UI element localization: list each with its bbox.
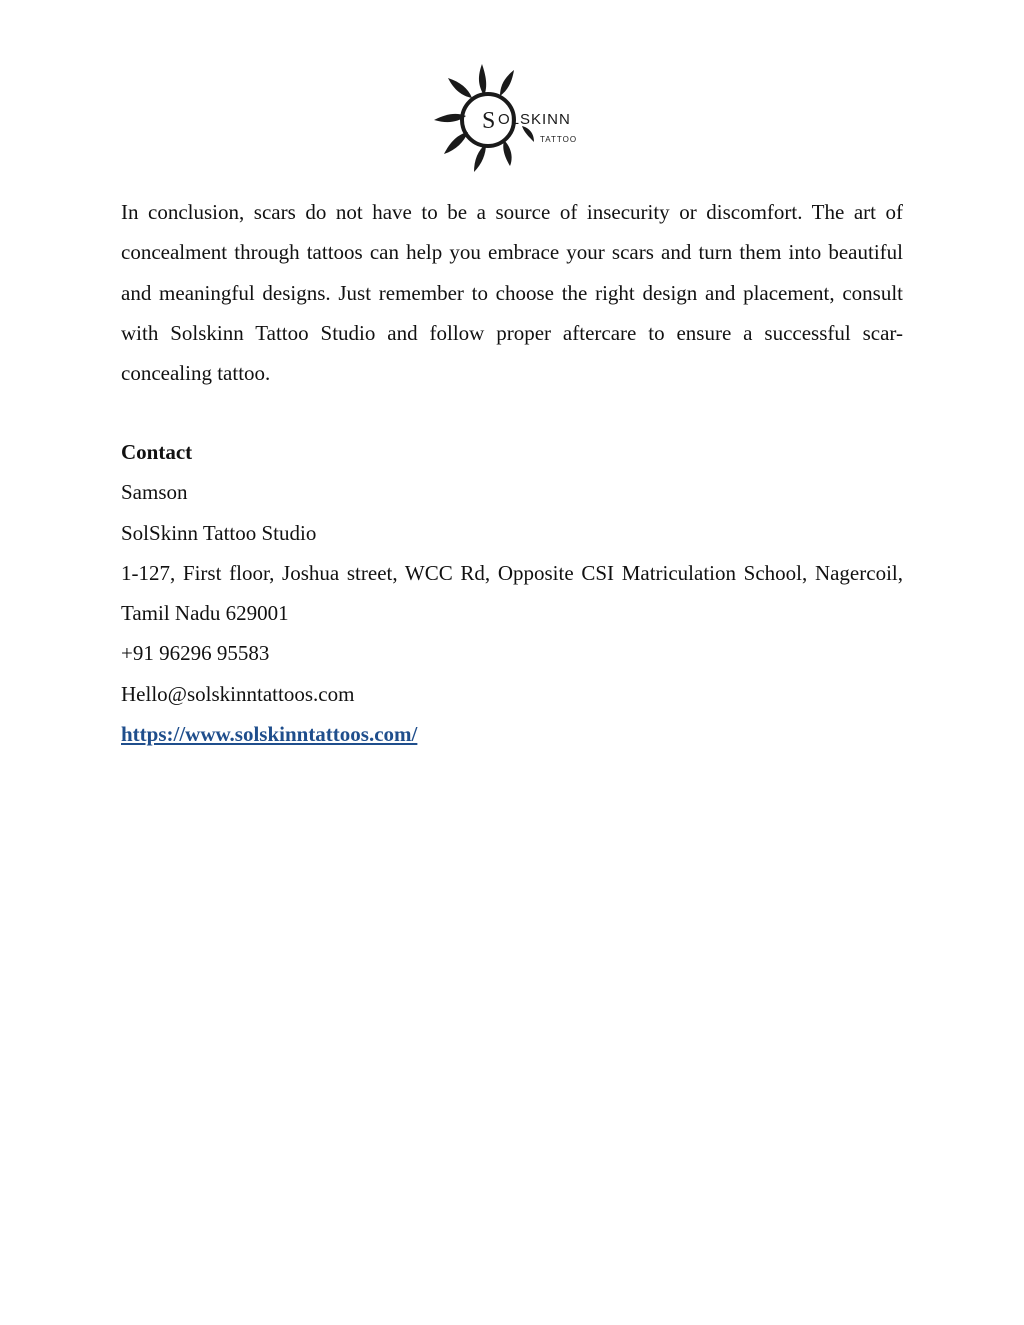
studio-name: SolSkinn Tattoo Studio (121, 520, 317, 545)
contact-name: Samson (121, 480, 188, 505)
website-link[interactable]: https://www.solskinntattoos.com/ (121, 722, 418, 747)
svg-text:S: S (482, 108, 496, 134)
svg-text:TATTOO: TATTOO (540, 135, 578, 144)
email-address: Hello@solskinntattoos.com (121, 681, 355, 706)
studio-address: 1-127, First floor, Joshua street, WCC Rd, Opposite CSI Matriculation School, Nagercoil, Tamil Nadu 629001 (121, 560, 903, 626)
contact-section (121, 432, 903, 754)
conclusion-paragraph: In conclusion, scars do not have to be a source of insecurity or discomfort. The art of concealment through tattoos can help you embrace your scars and turn them into beautiful and meaningful designs. Just remember to choose the right design and placement, consult with Solskinn Tattoo Studio and follow proper aftercare to ensure a successful scar-concealing tattoo. (121, 200, 903, 386)
contact-heading: Contact (121, 440, 193, 464)
svg-text:OLSKINN: OLSKINN (498, 111, 571, 128)
solskinn-logo (430, 62, 606, 174)
sun-tribal-logo-icon (430, 62, 606, 174)
phone-number: +91 96296 95583 (121, 641, 270, 666)
